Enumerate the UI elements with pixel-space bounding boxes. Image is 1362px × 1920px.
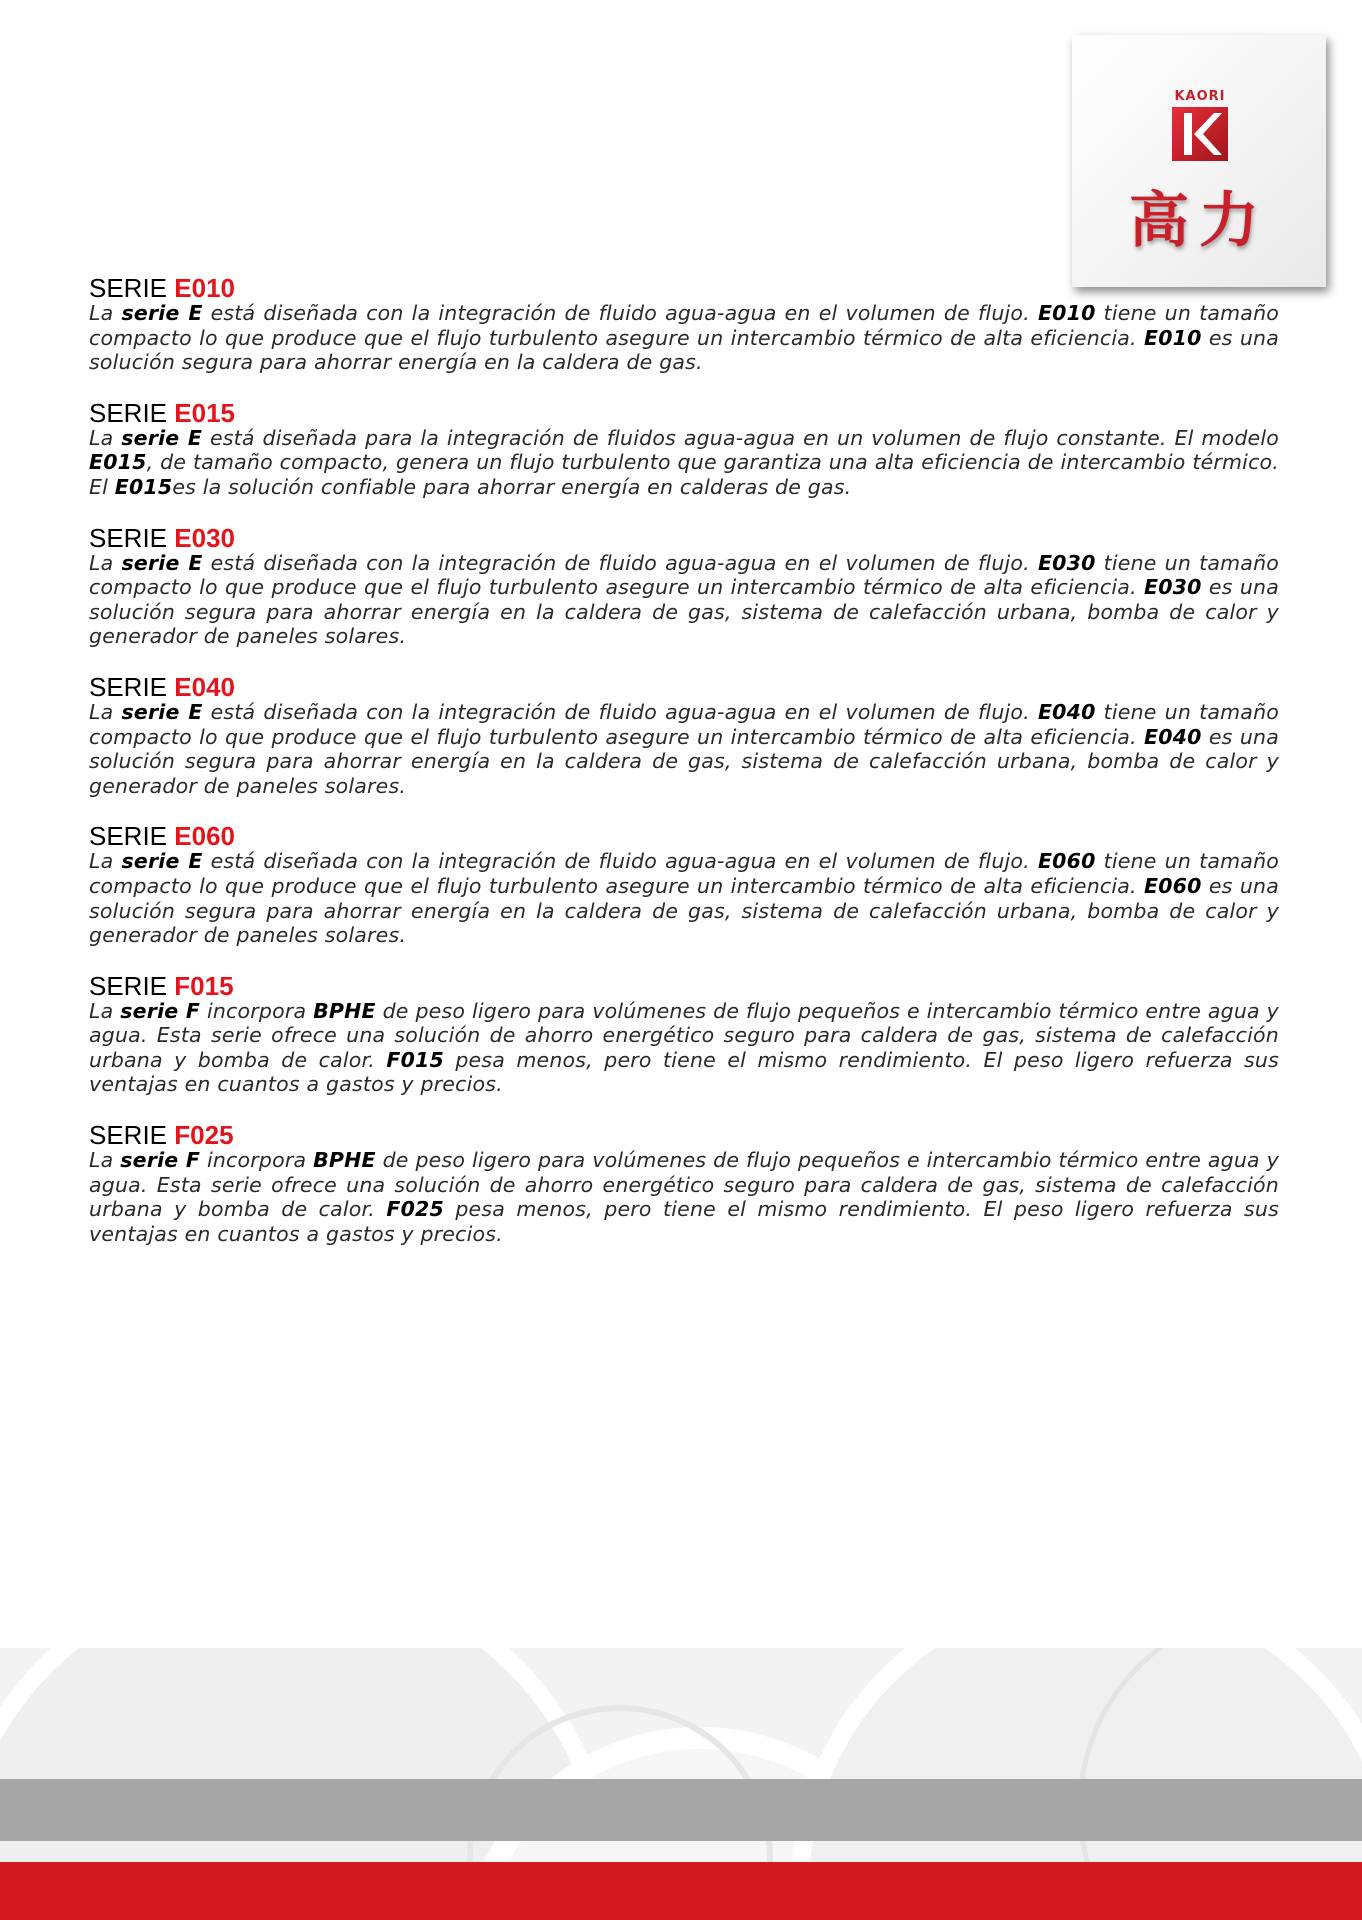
description-text: es la solución confiable para ahorrar energía en calderas de gas.	[172, 474, 852, 499]
description-text: incorpora	[200, 998, 314, 1023]
serie-code: E015	[174, 397, 235, 428]
description-bold-term: serie E	[121, 699, 203, 724]
description-bold-term: E015	[89, 450, 147, 475]
serie-code: F025	[174, 1120, 234, 1151]
serie-description	[89, 551, 1279, 649]
serie-section	[89, 671, 1280, 798]
description-text: está diseñada para la integración de fluidos agua-agua en un volumen de flujo constante. El modelo	[202, 425, 1280, 450]
serie-code: E040	[174, 671, 235, 702]
description-text: es una solución segura para ahorrar energía en la caldera de gas, sistema de calefacción urbana, bomba de calor y generador de paneles solares.	[89, 873, 1279, 948]
description-text: tiene un tamaño compacto lo que produce que el flujo turbulento asegure un intercambio térmico de alta eficiencia.	[89, 849, 1280, 898]
description-bold-term: BPHE	[313, 1148, 376, 1173]
serie-title	[89, 275, 1279, 301]
serie-code: E010	[174, 273, 235, 303]
serie-label: SERIE	[89, 671, 168, 702]
serie-title	[89, 1120, 1279, 1151]
description-text: pesa menos, pero tiene el mismo rendimiento. El peso ligero refuerza sus ventajas en cuantos a gastos y precios.	[89, 1197, 1280, 1246]
serie-title	[89, 970, 1279, 1001]
description-bold-term: E010	[1144, 325, 1202, 350]
description-bold-term: F025	[386, 1197, 444, 1222]
description-text: tiene un tamaño compacto lo que produce que el flujo turbulento asegure un intercambio térmico de alta eficiencia.	[89, 699, 1280, 749]
serie-code: F015	[174, 970, 234, 1001]
description-text: está diseñada con la integración de fluido agua-agua en el volumen de flujo.	[202, 699, 1038, 724]
serie-section	[89, 275, 1279, 375]
description-text: La	[89, 301, 122, 325]
serie-label: SERIE	[89, 273, 168, 303]
description-text: La	[89, 699, 122, 724]
description-text: está diseñada con la integración de fluido agua-agua en el volumen de flujo.	[202, 301, 1038, 325]
serie-label: SERIE	[89, 821, 168, 852]
description-bold-term: serie E	[121, 849, 203, 874]
description-bold-term: serie E	[121, 301, 203, 325]
description-bold-term: F015	[386, 1047, 444, 1072]
kaori-k-logo-icon	[1170, 105, 1230, 163]
serie-label: SERIE	[89, 397, 168, 428]
description-bold-term: E015	[114, 474, 173, 499]
serie-label: SERIE	[89, 522, 168, 553]
logo-brand-text: KAORI	[1174, 89, 1226, 104]
description-text: está diseñada con la integración de fluido agua-agua en el volumen de flujo.	[202, 849, 1038, 874]
serie-description	[89, 1148, 1279, 1246]
description-bold-term: serie F	[120, 998, 201, 1023]
description-text: La	[89, 550, 122, 575]
serie-description	[89, 999, 1279, 1097]
description-bold-term: E040	[1037, 699, 1096, 724]
description-bold-term: E060	[1144, 873, 1202, 898]
footer-gray-band	[0, 1779, 1362, 1841]
description-bold-term: E060	[1037, 849, 1096, 874]
serie-title	[89, 522, 1279, 553]
serie-description	[89, 426, 1279, 500]
series-list	[89, 275, 1279, 1271]
serie-title	[89, 821, 1279, 852]
kaori-logo	[1072, 35, 1326, 287]
description-text: incorpora	[200, 1148, 314, 1173]
description-text: La	[89, 998, 121, 1023]
serie-title	[89, 397, 1279, 428]
description-text: La	[89, 1148, 121, 1173]
description-text: de peso ligero para volúmenes de flujo pequeños e intercambio térmico entre agua y agua. Esta serie ofrece una solución de ahorro energético seguro para caldera de gas, sistema de calefacción urbana y bomba de calor.	[89, 998, 1279, 1072]
serie-section	[89, 522, 1280, 649]
serie-description	[89, 849, 1279, 947]
serie-description	[89, 700, 1279, 798]
serie-code: E060	[174, 821, 235, 852]
description-text: de peso ligero para volúmenes de flujo pequeños e intercambio térmico entre agua y agua. Esta serie ofrece una solución de ahorro energético seguro para caldera de gas, sistema de calefacción urbana y bomba de calor.	[89, 1148, 1279, 1222]
description-bold-term: E030	[1037, 550, 1096, 575]
description-text: está diseñada con la integración de fluido agua-agua en el volumen de flujo.	[202, 550, 1038, 575]
description-text: , de tamaño compacto, genera un flujo turbulento que garantiza una alta eficiencia de intercambio térmico. El	[89, 450, 1279, 499]
serie-label: SERIE	[89, 970, 168, 1001]
description-text: tiene un tamaño compacto lo que produce que el flujo turbulento asegure un intercambio térmico de alta eficiencia.	[89, 550, 1280, 600]
description-text: es una solución segura para ahorrar energía en la caldera de gas, sistema de calefacción urbana, bomba de calor y generador de paneles solares.	[89, 724, 1279, 798]
serie-section	[89, 823, 1279, 947]
serie-section	[89, 397, 1280, 500]
serie-description	[89, 301, 1279, 375]
description-text: pesa menos, pero tiene el mismo rendimiento. El peso ligero refuerza sus ventajas en cuantos a gastos y precios.	[89, 1047, 1280, 1097]
description-text: La	[89, 849, 122, 874]
description-bold-term: serie E	[121, 550, 203, 575]
footer-red-band	[0, 1862, 1362, 1920]
description-text: es una solución segura para ahorrar energía en la caldera de gas.	[89, 325, 1279, 375]
serie-title	[89, 671, 1279, 702]
serie-label: SERIE	[89, 1120, 168, 1151]
description-text: es una solución segura para ahorrar energía en la caldera de gas, sistema de calefacción urbana, bomba de calor y generador de paneles solares.	[89, 575, 1279, 649]
serie-section	[89, 970, 1280, 1097]
description-bold-term: serie E	[121, 425, 203, 450]
description-bold-term: E010	[1037, 301, 1096, 325]
description-bold-term: serie F	[120, 1148, 201, 1173]
logo-chinese-text: 高力	[1129, 186, 1269, 256]
serie-section	[89, 1122, 1279, 1246]
description-bold-term: E030	[1144, 575, 1202, 600]
description-text: tiene un tamaño compacto lo que produce que el flujo turbulento asegure un intercambio térmico de alta eficiencia.	[89, 301, 1280, 350]
description-bold-term: E040	[1144, 724, 1202, 749]
description-text: La	[89, 425, 122, 450]
serie-code: E030	[174, 522, 235, 553]
description-bold-term: BPHE	[313, 998, 376, 1023]
